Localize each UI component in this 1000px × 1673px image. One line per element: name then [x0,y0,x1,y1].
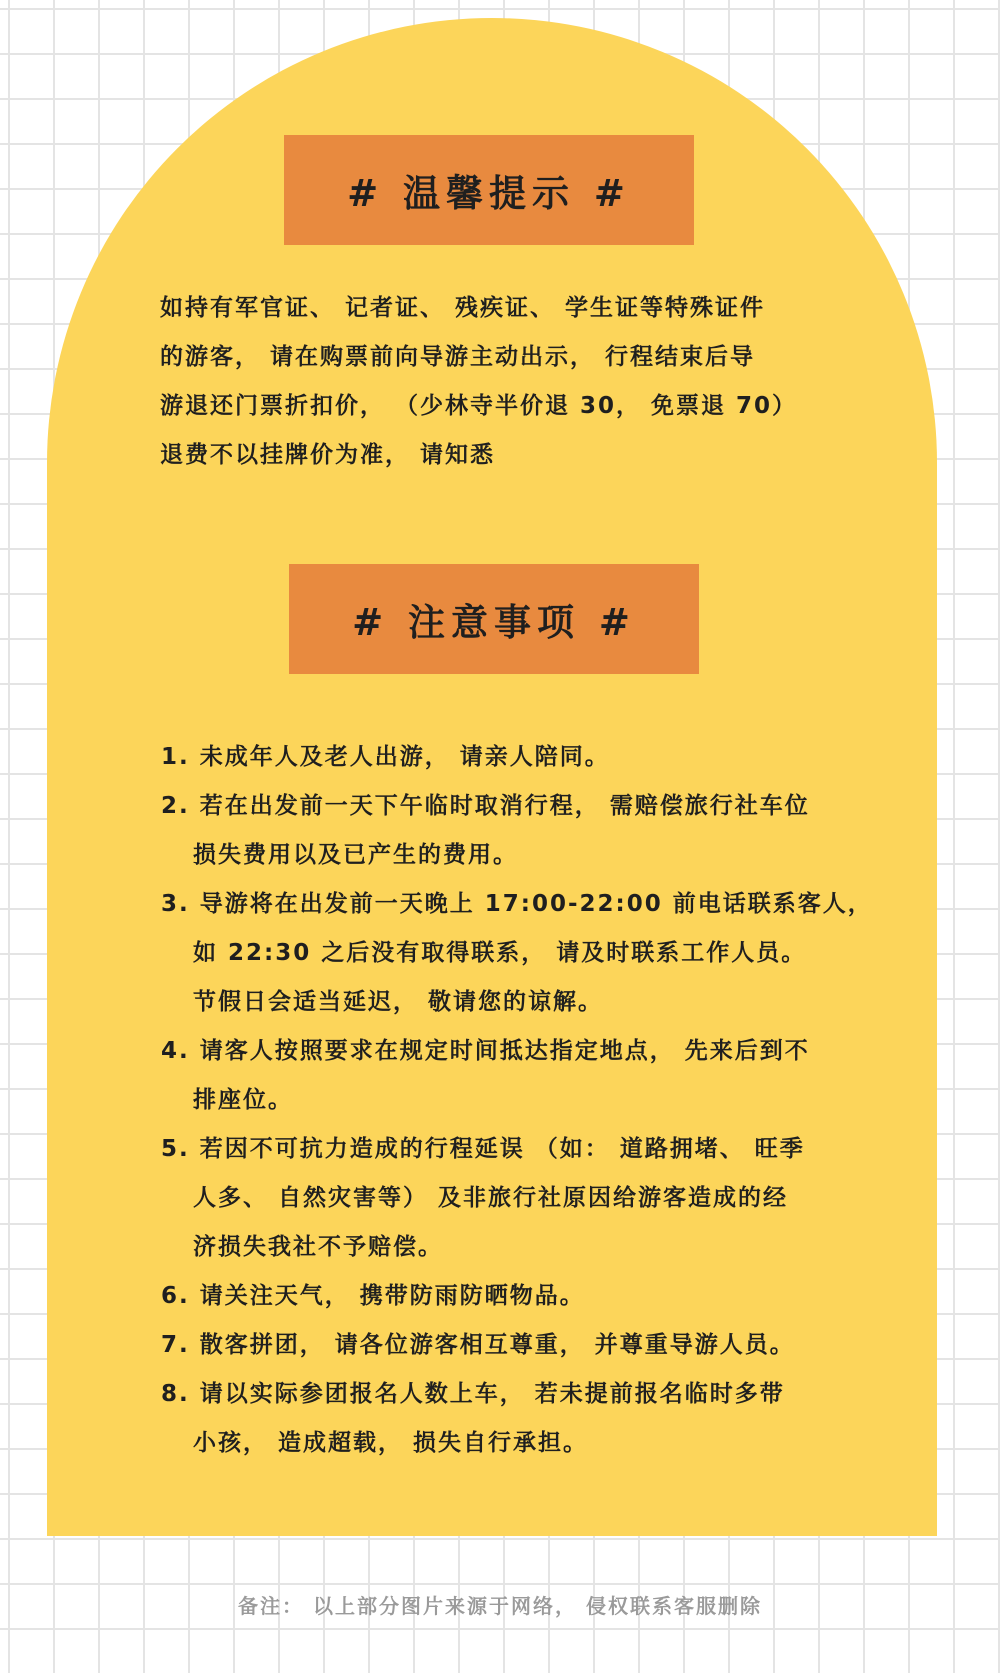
footer-remark: 备注： 以上部分图片来源于网络， 侵权联系客服删除 [238,1594,762,1618]
tips-line: 退费不以挂牌价为准， 请知悉 [160,442,496,468]
tips-paragraph [160,284,880,480]
notes-item-line: 排座位。 [193,1087,293,1113]
notes-list-item [161,1272,901,1321]
notes-item-line: 济损失我社不予赔偿。 [193,1234,443,1260]
notes-item-line: 2. 若在出发前一天下午临时取消行程， 需赔偿旅行社车位 [161,793,810,819]
notes-item-line: 3. 导游将在出发前一天晚上 17:00-22:00 前电话联系客人， [161,891,873,917]
notes-list-item [161,1321,901,1370]
tips-heading: # 温馨提示 # [284,135,694,245]
notes-list-item [161,880,901,1027]
notes-item-line: 1. 未成年人及老人出游， 请亲人陪同。 [161,744,610,770]
notes-item-line: 如 22:30 之后没有取得联系， 请及时联系工作人员。 [193,940,807,966]
notes-heading: # 注意事项 # [289,564,699,674]
notes-item-line: 7. 散客拼团， 请各位游客相互尊重， 并尊重导游人员。 [161,1332,795,1358]
notes-item-line: 5. 若因不可抗力造成的行程延误 （如： 道路拥堵、 旺季 [161,1136,805,1162]
notes-item-line: 损失费用以及已产生的费用。 [193,842,518,868]
notes-list-item [161,1027,901,1125]
notes-item-line: 小孩， 造成超载， 损失自行承担。 [193,1430,589,1456]
notes-item-line: 节假日会适当延迟， 敬请您的谅解。 [193,989,604,1015]
notes-list [161,733,901,1468]
tips-line: 的游客， 请在购票前向导游主动出示， 行程结束后导 [160,344,756,370]
notes-item-line: 人多、 自然灾害等） 及非旅行社原因给游客造成的经 [193,1185,789,1211]
notes-list-item [161,782,901,880]
notes-item-line: 4. 请客人按照要求在规定时间抵达指定地点， 先来后到不 [161,1038,810,1064]
tips-line: 如持有军官证、 记者证、 残疾证、 学生证等特殊证件 [160,295,766,321]
notes-list-item [161,733,901,782]
notes-list-item [161,1370,901,1468]
tips-line: 游退还门票折扣价， （少林寺半价退 30， 免票退 70） [160,393,798,419]
notes-list-item [161,1125,901,1272]
notes-item-line: 6. 请关注天气， 携带防雨防晒物品。 [161,1283,585,1309]
notes-item-line: 8. 请以实际参团报名人数上车， 若未提前报名临时多带 [161,1381,785,1407]
